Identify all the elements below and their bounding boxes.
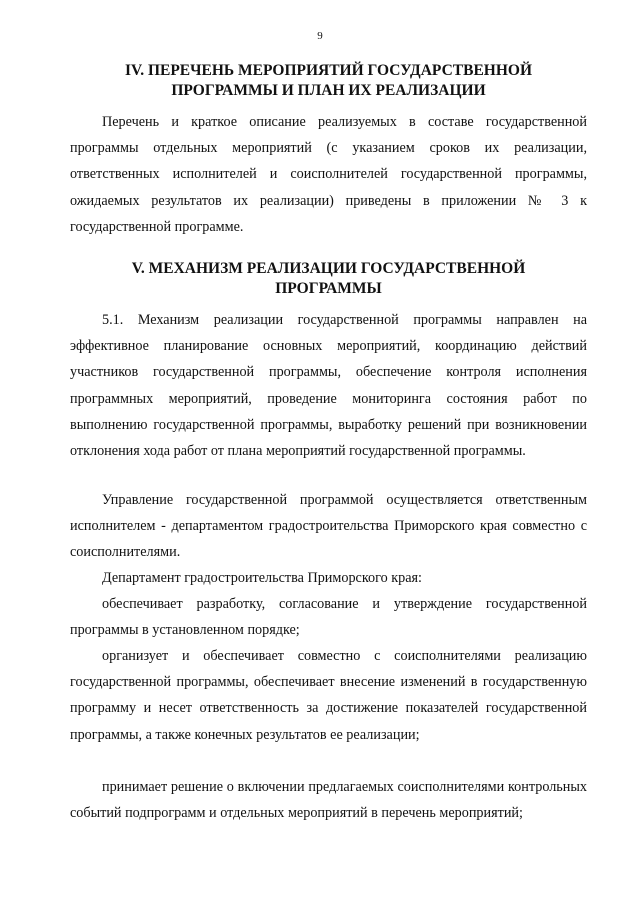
section-5-paragraph-3: Департамент градостроительства Приморского края: [102, 570, 422, 586]
section-5-paragraph-4: обеспечивает разработку, согласование и утверждение государственной программы в установленном порядке; [70, 596, 587, 639]
section-5-heading-line-1: V. МЕХАНИЗМ РЕАЛИЗАЦИИ ГОСУДАРСТВЕННОЙ [131, 260, 526, 277]
section-5-heading [70, 259, 587, 299]
section-5-heading-line-2: ПРОГРАММЫ [275, 280, 382, 297]
section-4-heading-line-1: IV. ПЕРЕЧЕНЬ МЕРОПРИЯТИЙ ГОСУДАРСТВЕННОЙ [124, 62, 533, 79]
page-number: 9 [317, 30, 323, 42]
section-5-paragraph-5: организует и обеспечивает совместно с соисполнителями реализацию государственной программы, обеспечивает внесение изменений в государственную программу и несет ответственность за достижение показателей государственной программы, а также конечных результатов ее реализации; [70, 648, 587, 743]
section-4-paragraph-1: Перечень и краткое описание реализуемых в составе государственной программы отдельных мероприятий (с указанием сроков их реализации, ответственных исполнителей и соисполнителей государственной программы, ожидаемых результатов их реализации) приведены в приложении № 3 к государственной программе. [70, 114, 587, 235]
section-5-paragraph-6: принимает решение о включении предлагаемых соисполнителями контрольных событий подпрограмм и отдельных мероприятий в перечень мероприятий; [70, 779, 587, 822]
section-4-heading [70, 61, 587, 101]
section-5-paragraph-2: Управление государственной программой осуществляется ответственным исполнителем - департаментом градостроительства Приморского края совместно с соисполнителями. [70, 492, 587, 561]
section-4-heading-line-2: ПРОГРАММЫ И ПЛАН ИХ РЕАЛИЗАЦИИ [171, 82, 486, 99]
section-5-paragraph-1: 5.1. Механизм реализации государственной программы направлен на эффективное планирование основных мероприятий, координацию действий участников государственной программы, обеспечение контроля исполнения программных мероприятий, проведение мониторинга состояния работ по выполнению государственной программы, выработку решений при возникновении отклонения хода работ от плана мероприятий государственной программы. [70, 312, 587, 460]
